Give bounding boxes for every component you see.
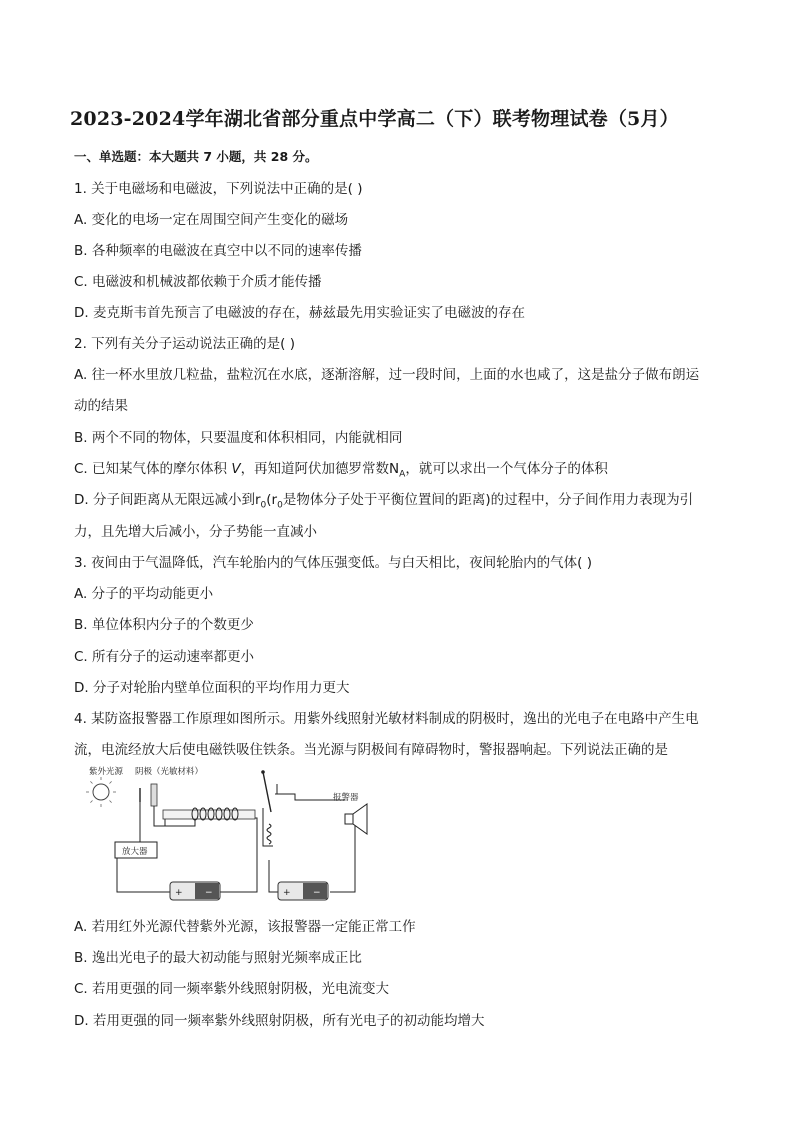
battery-2 bbox=[278, 882, 328, 900]
q2-option-b: B. 两个不同的物体，只要温度和体积相同，内能就相同 bbox=[74, 430, 403, 446]
spring bbox=[267, 824, 271, 844]
q4-option-c: C. 若用更强的同一频率紫外线照射阴极，光电流变大 bbox=[74, 981, 390, 997]
battery-1 bbox=[170, 882, 220, 900]
amplifier-label: 放大器 bbox=[122, 847, 148, 857]
q1-option-a: A. 变化的电场一定在周围空间产生变化的磁场 bbox=[74, 212, 349, 228]
q3-option-a: A. 分子的平均动能更小 bbox=[74, 586, 214, 602]
q4-stem-line1: 4. 某防盗报警器工作原理如图所示。用紫外线照射光敏材料制成的阴极时，逸出的光电子在电路中产生电 bbox=[74, 711, 699, 727]
q4-option-b: B. 逸出光电子的最大初动能与照射光频率成正比 bbox=[74, 950, 362, 966]
q2-option-d-line2: 力，且先增大后减小，分子势能一直减小 bbox=[74, 524, 317, 540]
q2-option-a-line2: 动的结果 bbox=[74, 398, 128, 414]
q4-option-d: D. 若用更强的同一频率紫外线照射阴极，所有光电子的初动能均增大 bbox=[74, 1013, 485, 1029]
page-title: 2023-2024学年湖北省部分重点中学高二（下）联考物理试卷（5月） bbox=[70, 108, 679, 130]
iron-bar bbox=[263, 772, 271, 812]
q3-option-c: C. 所有分子的运动速率都更小 bbox=[74, 649, 255, 665]
q1-option-b: B. 各种频率的电磁波在真空中以不同的速率传播 bbox=[74, 243, 362, 259]
svg-text:−: − bbox=[205, 888, 213, 898]
q4-stem-line2: 流，电流经放大后使电磁铁吸住铁条。当光源与阴极间有障碍物时，警报器响起。下列说法正确的是 bbox=[74, 742, 668, 758]
cathode bbox=[151, 784, 157, 806]
section-heading: 一、单选题：本大题共 7 小题，共 28 分。 bbox=[74, 149, 318, 164]
svg-text:+: + bbox=[175, 888, 183, 898]
q3-stem: 3. 夜间由于气温降低，汽车轮胎内的气体压强变低。与白天相比，夜间轮胎内的气体( ) bbox=[74, 555, 592, 571]
cathode-label: 阴极（光敏材料） bbox=[135, 767, 204, 777]
svg-text:+: + bbox=[283, 888, 291, 898]
electromagnet bbox=[163, 808, 255, 820]
uv-source-label: 紫外光源 bbox=[89, 767, 124, 777]
q2-option-c: C. 已知某气体的摩尔体积 V，再知道阿伏加德罗常数$N_A$，就可以求出一个气体分子的体积 bbox=[74, 461, 608, 480]
q2-option-d-line1: D. 分子间距离从无限远减小到$r_0(r_0$是物体分子处于平衡位置间的距离)的过程中，分子间作用力表现为引 bbox=[74, 492, 694, 511]
alarm-circuit-diagram bbox=[89, 764, 385, 912]
q4-option-a: A. 若用红外光源代替紫外光源，该报警器一定能正常工作 bbox=[74, 919, 416, 935]
uv-source-icon bbox=[86, 777, 116, 807]
alarm-label: 报警器 bbox=[333, 793, 359, 803]
svg-text:−: − bbox=[313, 888, 321, 898]
q1-stem: 1. 关于电磁场和电磁波，下列说法中正确的是( ) bbox=[74, 181, 363, 197]
q1-option-d: D. 麦克斯韦首先预言了电磁波的存在，赫兹最先用实验证实了电磁波的存在 bbox=[74, 305, 525, 321]
q2-option-a-line1: A. 往一杯水里放几粒盐，盐粒沉在水底，逐渐溶解，过一段时间，上面的水也咸了，这是盐分子做布朗运 bbox=[74, 367, 700, 383]
q3-option-b: B. 单位体积内分子的个数更少 bbox=[74, 617, 254, 633]
q1-option-c: C. 电磁波和机械波都依赖于介质才能传播 bbox=[74, 274, 322, 290]
q3-option-d: D. 分子对轮胎内壁单位面积的平均作用力更大 bbox=[74, 680, 350, 696]
q2-stem: 2. 下列有关分子运动说法正确的是( ) bbox=[74, 336, 295, 352]
speaker-icon bbox=[345, 804, 367, 834]
